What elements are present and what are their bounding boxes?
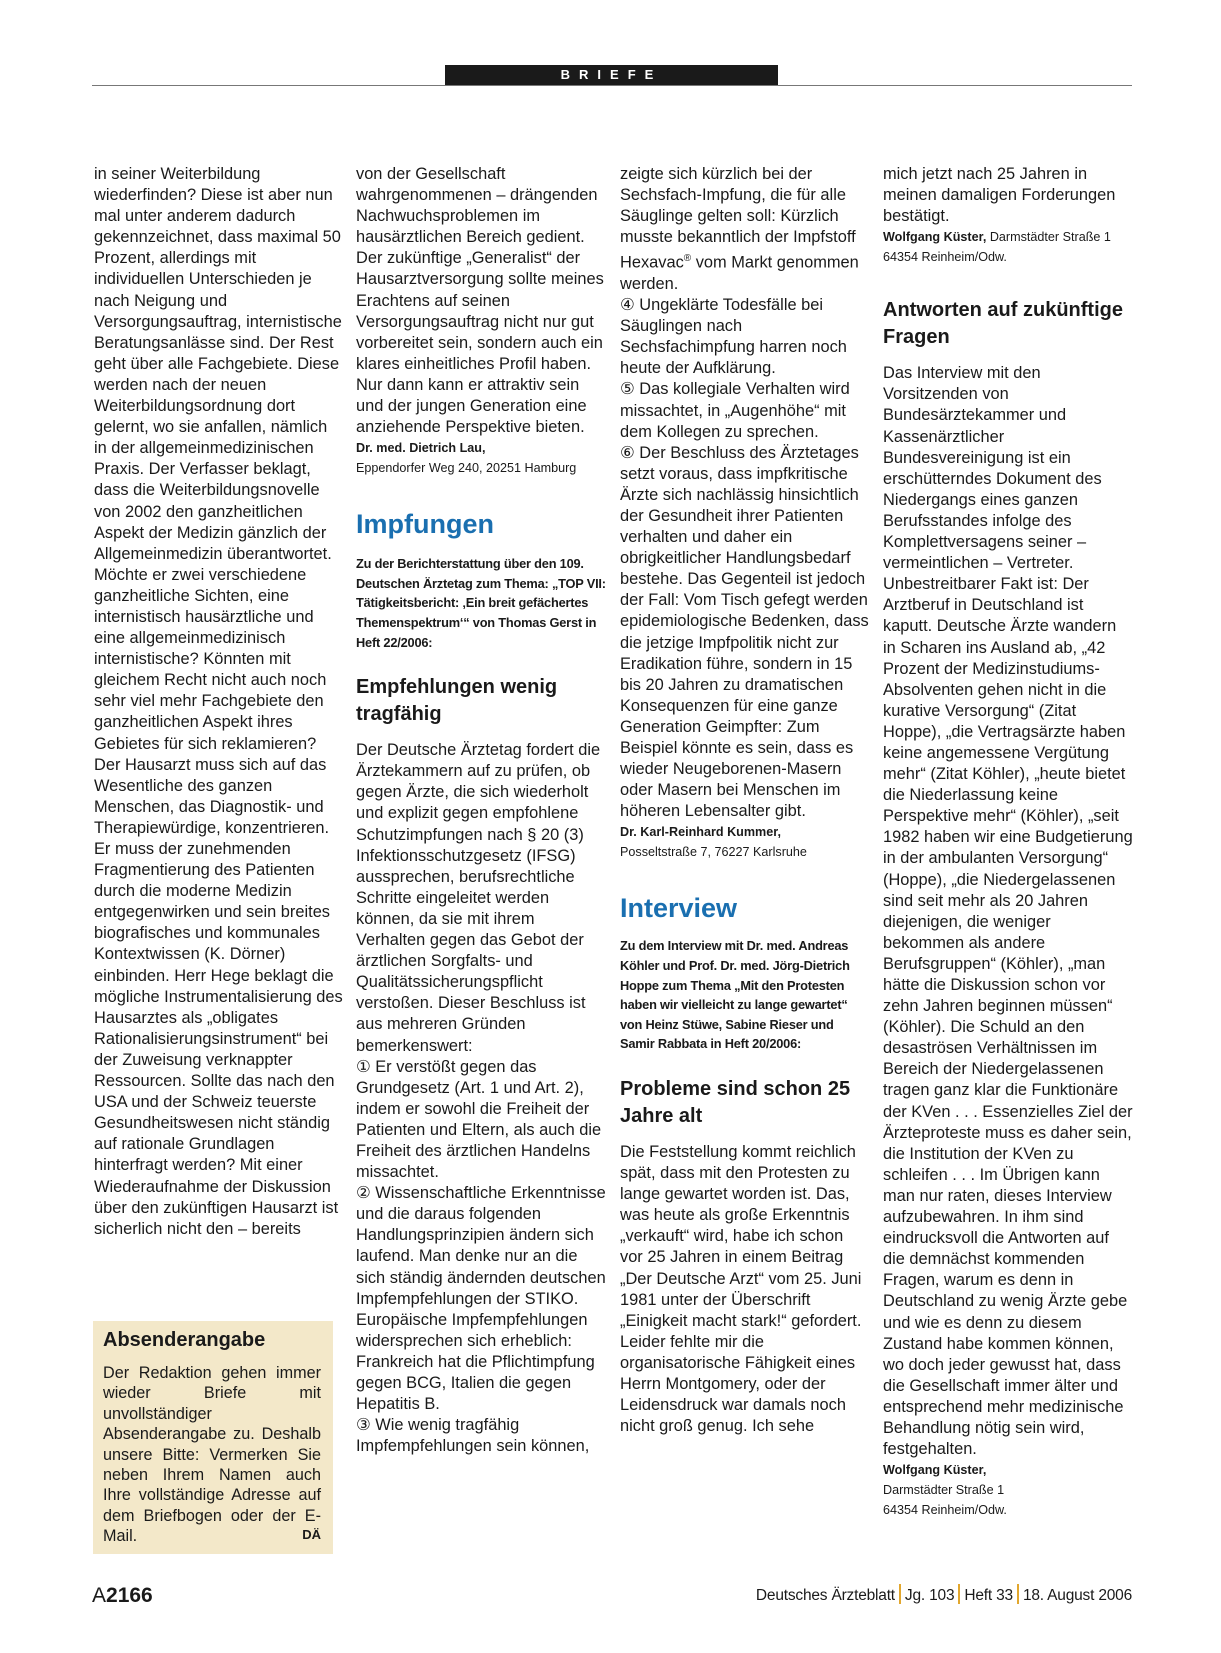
- signature-address: Darmstädter Straße 1: [883, 1483, 1005, 1498]
- column-4: [883, 164, 1133, 1520]
- letter-text-part: zeigte sich kürzlich bei der Sechsfach-Impfung, die für alle Säuglinge gelten soll: Kürzlich musste bekanntlich der Impfstoff Hexavac: [620, 165, 856, 272]
- letter-text: von der Gesellschaft wahrgenommenen – drängenden Nachwuchsproblemen im hausärztlichen Bereich gedient. Der zukünftige „Generalist“ der Hausarztversorgung sollte meines Erachtens auf seinen Versorgungsauftrag nicht nur gut vorbereitet sein, sondern auch ein klares einheitliches Profil haben. Nur dann kann er attraktiv sein und der jungen Generation eine anziehende Perspektive bieten.: [356, 165, 604, 437]
- section-header: BRIEFE: [445, 65, 778, 85]
- signature: [883, 227, 1133, 267]
- letter-text: [620, 164, 870, 295]
- list-item: ④ Ungeklärte Todesfälle bei Säuglingen nach Sechsfachimpfung harren noch heute der Aufklärung.: [620, 296, 847, 378]
- page-number: [92, 1584, 153, 1608]
- signature: [620, 822, 870, 862]
- signature-address: 64354 Reinheim/Odw.: [883, 250, 1007, 265]
- signature: [356, 438, 606, 478]
- sender-info-box: [93, 1321, 333, 1554]
- box-title: Absenderangabe: [103, 1329, 266, 1351]
- letter-headline: Probleme sind schon 25 Jahre alt: [620, 1077, 851, 1127]
- signature-name: Dr. med. Dietrich Lau,: [356, 441, 486, 456]
- letter-headline: Antworten auf zukünftige Fragen: [883, 299, 1123, 349]
- letter-text-part: vom Markt genommen werden.: [620, 253, 859, 293]
- journal-date: 18. August 2006: [1022, 1587, 1132, 1604]
- signature-address: Eppendorfer Weg 240, 20251 Hamburg: [356, 461, 577, 476]
- box-text: Der Redaktion gehen immer wieder Briefe mit unvollständiger Absenderangabe zu. Deshalb unsere Bitte: Vermerken Sie neben Ihrem Namen auch Ihre vollständige Adresse auf dem Briefbogen oder der E-Mail.: [103, 1364, 321, 1546]
- column-3: [620, 164, 870, 1437]
- column-1: [94, 164, 344, 1268]
- column-2: [356, 164, 606, 1457]
- signature-address: Darmstädter Straße 1: [989, 230, 1111, 245]
- journal-name: Deutsches Ärzteblatt: [755, 1587, 895, 1604]
- list-item: ① Er verstößt gegen das Grundgesetz (Art. 1 und Art. 2), indem er sowohl die Freiheit der Patienten und Eltern, als auch die Freiheit des ärztlichen Handelns missachtet.: [356, 1057, 602, 1182]
- reference-intro: Zu dem Interview mit Dr. med. Andreas Köhler und Prof. Dr. med. Jörg-Dietrich Hoppe zum Thema „Mit den Protesten haben wir vielleicht zu lange gewartet“ von Heinz Stüwe, Sabine Rieser und Samir Rabbata in Heft 20/2006:: [620, 938, 850, 1052]
- letter-text: in seiner Weiterbildung wiederfinden? Diese ist aber nun mal unter anderem dadurch gekennzeichnet, dass maximal 50 Prozent, allerdings mit individuellen Unterschieden je nach Neigung und Versorgungsauftrag, internistische Beratungsanlässe sind. Der Rest geht über alle Fachgebiete. Diese werden nach der neuen Weiterbildungsordnung dort gelernt, wo sie anfallen, nämlich in der allgemeinmedizinischen Praxis. Der Verfasser beklagt, dass die Weiterbildungsnovelle von 2002 den ganzheitlichen Aspekt der Medizin gänzlich der Allgemeinmedizin überantwortet. Möchte er zwei verschiedene ganzheitliche Sichten, eine internistisch hausärztliche und eine allgemeinmedizinisch internistische? Könnten mit gleichem Recht nicht auch noch sehr viel mehr Fachgebiete den ganzheitlichen Aspekt ihres Gebietes für sich reklamieren? Der Hausarzt muss sich auf das Wesentliche des ganzen Menschen, das Diagnostik- und Therapiewürdige, konzentrieren. Er muss der zunehmenden Fragmentierung des Patienten durch die moderne Medizin entgegenwirken und sein breites biografisches und kommunales Kontextwissen (K. Dörner) einbinden. Herr Hege beklagt die mögliche Instrumentalisierung des Hausarztes als „obligates Rationalisierungsinstrument“ bei der Zuweisung verknappter Ressourcen. Sollte das nach den USA und der Schweiz teuerste Gesundheitswesen nicht ständig auf rationale Grundlagen hinterfragt werden? Mit einer Wiederaufnahme der Diskussion über den zukünftigen Hausarzt ist sicherlich nicht den – bereits: [94, 165, 343, 1238]
- list-item: ③ Wie wenig tragfähig Impfempfehlungen sein können,: [356, 1416, 590, 1456]
- signature: [883, 1460, 1133, 1520]
- letter-text: mich jetzt nach 25 Jahren in meinen damaligen Forderungen bestätigt.: [883, 165, 1116, 226]
- header-rule: [92, 85, 1132, 86]
- section-title: Impfungen: [356, 509, 494, 540]
- signature-address: 64354 Reinheim/Odw.: [883, 1503, 1007, 1518]
- separator: [899, 1584, 901, 1604]
- reference-intro: Zu der Berichterstattung über den 109. Deutschen Ärztetag zum Thema: „TOP VII: Tätigkeitsbericht: ‚Ein breit gefächertes Themenspektrum‘“ von Thomas Gerst in Heft 22/2006:: [356, 556, 606, 650]
- separator: [958, 1584, 960, 1604]
- section-title: Interview: [620, 893, 738, 924]
- box-signature: DÄ: [302, 1527, 321, 1542]
- journal-info: [756, 1584, 1132, 1605]
- signature-name: Wolfgang Küster,: [883, 1463, 987, 1478]
- signature-name: Wolfgang Küster,: [883, 230, 987, 245]
- list-item: ⑤ Das kollegiale Verhalten wird missachtet, in „Augenhöhe“ mit dem Kollegen zu sprechen.: [620, 380, 850, 441]
- separator: [1017, 1584, 1019, 1604]
- letter-body: Das Interview mit den Vorsitzenden von Bundesärztekammer und Kassenärztlicher Bundesvereinigung ist ein erschütterndes Dokument des Niedergangs eines ganzen Berufsstandes infolge des Komplettversagens seiner – vermeintlichen – Vertreter. Unbestreitbarer Fakt ist: Der Arztberuf in Deutschland ist kaputt. Deutsche Ärzte wandern in Scharen ins Ausland ab, „42 Prozent der Medizinstudiums-Absolventen gehen nicht in die kurative Versorgung“ (Zitat Hoppe), „die Vertragsärzte haben keine angemessene Vergütung mehr“ (Zitat Köhler), „heute bietet die Niederlassung keine Perspektive mehr“ (Köhler), „seit 1982 haben wir eine Budgetierung in der ambulanten Versorgung“ (Hoppe), „die Niedergelassenen sind seit mehr als 20 Jahren diejenigen, die weniger bekommen als andere Berufsgruppen“ (Köhler), „man hätte die Diskussion schon vor zehn Jahren beginnen müssen“ (Köhler). Die Schuld an den desaströsen Verhältnissen im Bereich der Niedergelassenen tragen ganz klar die Funktionäre der KVen . . . Essenzielles Ziel der Ärzteproteste muss es daher sein, die Institution der KVen zu schleifen . . . Im Übrigen kann man nur raten, dieses Interview aufzubewahren. In ihm sind eindrucksvoll die Antworten auf die demnächst kommenden Fragen, warum es denn in Deutschland zu wenig Ärzte gebe und wie es denn zu diesem Zustand habe kommen können, wo doch jeder gewusst hat, dass die Gesellschaft immer älter und entsprechend mehr medizinische Behandlung nötig sein wird, festgehalten.: [883, 364, 1133, 1459]
- signature-address: Posseltstraße 7, 76227 Karlsruhe: [620, 845, 807, 860]
- page-prefix: A: [92, 1584, 107, 1607]
- letter-body: Die Feststellung kommt reichlich spät, dass mit den Protesten zu lange gewartet worden ist. Das, was heute als große Erkenntnis „verkauft“ wird, habe ich schon vor 25 Jahren in einem Beitrag „Der Deutsche Arzt“ vom 25. Juni 1981 unter der Überschrift „Einigkeit macht stark!“ gefordert. Leider fehlte mir die organisatorische Fähigkeit eines Herrn Montgomery, oder der Leidensdruck war damals noch nicht groß genug. Ich sehe: [620, 1142, 862, 1436]
- journal-volume: Jg. 103: [904, 1587, 955, 1604]
- letter-headline: Empfehlungen wenig tragfähig: [356, 676, 558, 726]
- page-number-value: 2166: [106, 1584, 153, 1607]
- list-item: ② Wissenschaftliche Erkenntnisse und die daraus folgenden Handlungsprinzipien ändern sich laufend. Man denke nur an die sich ständig ändernden deutschen Impfempfehlungen der STIKO. Europäische Impfempfehlungen widersprechen sich erheblich: Frankreich hat die Pflichtimpfung gegen BCG, Italien die gegen Hepatitis B.: [356, 1184, 606, 1414]
- letter-body: Der Deutsche Ärztetag fordert die Ärztekammern auf zu prüfen, ob gegen Ärzte, die sich wiederholt und explizit gegen empfohlene Schutzimpfungen nach § 20 (3) Infektionsschutzgesetz (IFSG) aussprechen, berufsrechtliche Schritte eingeleitet werden können, da sie mit ihrem Verhalten gegen das Gebot der ärztlichen Sorgfalts- und Qualitätssicherungspflicht verstoßen. Dieser Beschluss ist aus mehreren Gründen bemerkenswert:: [356, 741, 601, 1055]
- list-item: ⑥ Der Beschluss des Ärztetages setzt voraus, dass impfkritische Ärzte sich nachlässig hinsichtlich der Gesundheit ihrer Patienten verhalten und daher ein obrigkeitlicher Handlungsbedarf bestehe. Das Gegenteil ist jedoch der Fall: Vom Tisch gefegt werden epidemiologische Bedenken, dass die jetzige Impfpolitik nicht zur Eradikation führe, sondern in 15 bis 20 Jahren zu dramatischen Konsequenzen für eine ganze Generation Geimpfter: Zum Beispiel könnte es sein, dass es wieder Neugeborenen-Masern oder Masern bei Menschen im höheren Lebensalter gibt.: [620, 443, 869, 821]
- journal-issue: Heft 33: [964, 1587, 1013, 1604]
- registered-mark: ®: [683, 253, 692, 265]
- signature-name: Dr. Karl-Reinhard Kummer,: [620, 825, 781, 840]
